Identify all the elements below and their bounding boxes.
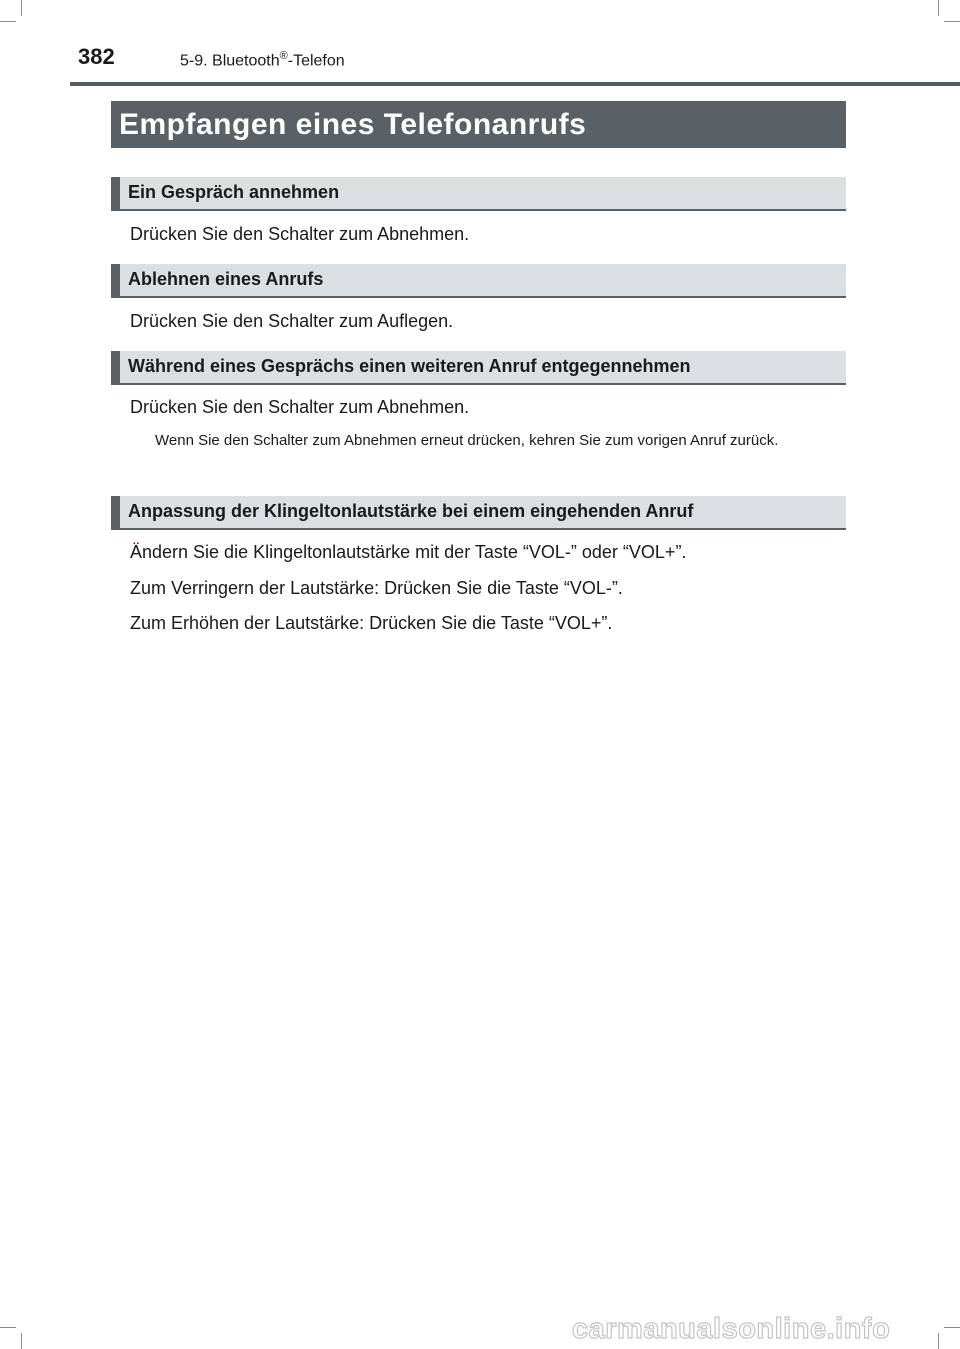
page-title: Empfangen eines Telefonanrufs	[111, 101, 846, 148]
crop-mark-top-left	[21, 0, 22, 16]
crop-mark-top-left	[0, 21, 16, 22]
section-paragraph: Ändern Sie die Klingeltonlautstärke mit der Taste “VOL-” oder “VOL+”.	[130, 542, 687, 562]
section-note: Wenn Sie den Schalter zum Abnehmen erneut drücken, kehren Sie zum vorigen Anruf zurück.	[155, 432, 779, 449]
section-paragraph: Drücken Sie den Schalter zum Abnehmen.	[130, 224, 470, 244]
section-heading-answer-call: Ein Gespräch annehmen	[111, 177, 846, 211]
watermark-logo	[572, 1310, 952, 1346]
section-paragraph: Drücken Sie den Schalter zum Abnehmen.	[130, 397, 470, 417]
section-paragraph: Zum Verringern der Lautstärke: Drücken Sie die Taste “VOL-”.	[130, 578, 623, 598]
section-paragraph: Zum Erhöhen der Lautstärke: Drücken Sie die Taste “VOL+”.	[130, 613, 613, 633]
crop-mark-bottom-left	[21, 1333, 22, 1349]
chapter-title	[180, 50, 345, 70]
crop-mark-top-right	[944, 21, 960, 22]
chapter-name: 5-9. Bluetooth	[180, 52, 280, 70]
watermark-graphic	[572, 1310, 952, 1346]
chapter-suffix: -Telefon	[287, 52, 345, 70]
section-paragraph: Drücken Sie den Schalter zum Auflegen.	[130, 311, 454, 331]
section-heading-ringtone-volume: Anpassung der Klingeltonlautstärke bei einem eingehenden Anruf	[111, 496, 846, 530]
section-heading-second-call: Während eines Gesprächs einen weiteren Anruf entgegennehmen	[111, 351, 846, 385]
header-rule	[70, 82, 960, 86]
page-number: 382	[78, 44, 115, 69]
watermark-text: carmanualsonline.info	[572, 1313, 891, 1345]
section-heading-reject-call: Ablehnen eines Anrufs	[111, 264, 846, 298]
registered-mark: ®	[279, 50, 288, 62]
crop-mark-bottom-left	[0, 1327, 16, 1328]
crop-mark-top-right	[938, 0, 939, 16]
